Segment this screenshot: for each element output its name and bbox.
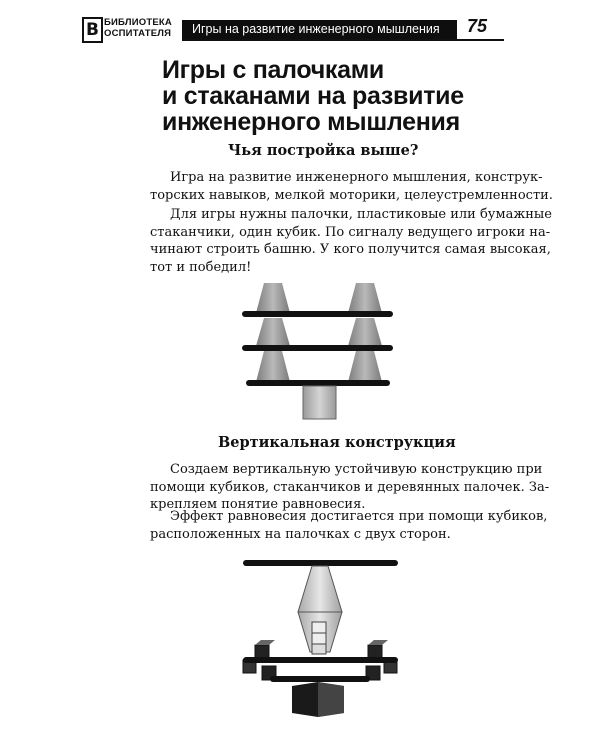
cup: [256, 283, 290, 313]
cube-top: [255, 640, 275, 645]
text-line: Создаем вертикальную устойчивую конструкцию при: [170, 462, 543, 477]
stick: [242, 345, 393, 351]
stick: [242, 311, 393, 317]
cube: [303, 386, 336, 419]
cup: [256, 351, 290, 382]
running-title: Игры на развитие инженерного мышления: [182, 20, 457, 39]
page-header: [82, 15, 504, 43]
paragraph-construction: [150, 461, 550, 514]
cube: [255, 645, 269, 659]
text-line: Эффект равновесия достигается при помощи кубиков,: [170, 509, 548, 524]
series-name: [104, 17, 172, 39]
series-name-line1: БИБЛИОТЕКА: [104, 17, 172, 28]
paragraph-balance: [150, 508, 548, 543]
text-line: крепляем понятие равновесия.: [150, 497, 366, 513]
base-block-face: [318, 682, 344, 717]
chapter-title-line3: инженерного мышления: [162, 108, 460, 136]
chapter-title-line1: Игры с палочками: [162, 56, 384, 84]
series-name-line2: ОСПИТАТЕЛЯ: [104, 28, 172, 39]
cube: [368, 645, 382, 659]
cube: [312, 633, 326, 644]
cup: [348, 351, 382, 382]
chapter-title: [162, 57, 492, 135]
cube: [243, 660, 256, 673]
cup: [298, 566, 342, 612]
cube: [384, 660, 397, 673]
cube: [262, 666, 276, 680]
paragraph-game-rules: [150, 206, 552, 276]
text-line: тот и победил!: [150, 259, 252, 275]
paragraph-game-purpose: [150, 169, 553, 204]
section-heading-vertical: Вертикальная конструкция: [218, 434, 456, 451]
stick: [246, 380, 390, 386]
base-block: [292, 682, 344, 717]
text-line: помощи кубиков, стаканчиков и деревянных палочек. За-: [150, 479, 550, 495]
chapter-title-line2: и стаканами на развитие: [162, 82, 464, 110]
cube: [312, 622, 326, 633]
text-line: Для игры нужны палочки, пластиковые или бумажные: [170, 207, 552, 222]
cube: [366, 666, 380, 680]
text-line: Игра на развитие инженерного мышления, конструк-: [170, 170, 543, 185]
stick: [270, 676, 370, 682]
header-rule: [182, 39, 504, 41]
stick: [243, 657, 398, 663]
cup: [298, 612, 342, 652]
text-line: расположенных на палочках с двух сторон.: [150, 526, 451, 542]
cube: [312, 644, 326, 654]
cube-top: [368, 640, 388, 645]
text-line: стаканчики, один кубик. По сигналу ведущего игроки на-: [150, 224, 551, 240]
page-number: 75: [467, 16, 488, 36]
stick: [243, 560, 398, 566]
series-logo: B: [82, 17, 103, 43]
section-heading-tower: Чья постройка выше?: [228, 142, 419, 159]
text-line: чинают строить башню. У кого получится самая высокая,: [150, 242, 551, 258]
cup: [256, 318, 290, 346]
cup: [348, 318, 382, 346]
cup: [348, 283, 382, 313]
text-line: торских навыков, мелкой моторики, целеустремленности.: [150, 187, 553, 203]
